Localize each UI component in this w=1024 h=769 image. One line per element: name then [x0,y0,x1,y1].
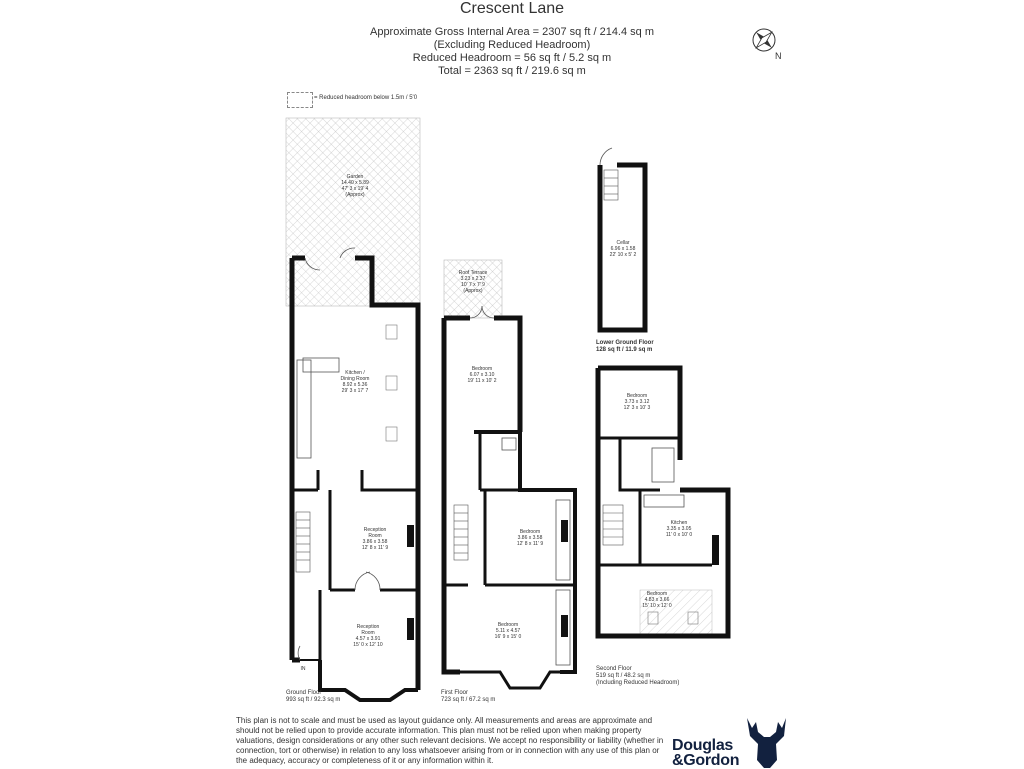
stag-head-icon [747,718,786,768]
room-imperial: 12' 3 x 10' 3 [623,405,651,411]
room-metric: 3.73 x 3.12 [624,399,650,405]
room-metric: 3.86 x 3.58 [517,535,543,541]
room-imperial: 11' 0 x 10' 0 [665,532,693,538]
room-name: Bedroom [519,529,541,535]
lower-ground-floor-plan [600,148,645,330]
room-imperial: 29' 3 x 17' 7 [341,388,369,394]
room-name-line2: Room [368,533,382,539]
room-metric: 8.92 x 5.36 [342,382,368,388]
room-imperial: 15' 10 x 12' 0 [642,603,672,609]
area-excluding-note: (Excluding Reduced Headroom) [433,39,591,51]
room-second-bedroom-2 [632,591,682,609]
room-imperial: 10' 7 x 7' 9 [461,282,485,288]
room-metric: 3.35 x 3.05 [666,526,692,532]
floor-area: 993 sq ft / 92.3 sq m [286,697,341,703]
floor-name: Ground Floor [286,690,322,696]
area-reduced-headroom: Reduced Headroom = 56 sq ft / 5.2 sq m [412,52,612,64]
room-bedroom-3 [483,622,533,640]
compass-north-label: N [775,51,782,61]
room-name: Roof Terrace [458,270,488,276]
floor-area: 128 sq ft / 11.9 sq m [596,347,653,353]
room-name-line2: Room [361,630,375,636]
room-name: Kitchen [670,520,688,526]
room-metric: 4.57 x 3.91 [355,636,381,642]
room-kitchen-dining [330,370,380,394]
room-name: Kitchen / [345,370,365,376]
room-metric: 3.23 x 2.37 [460,276,486,282]
floor-area: 519 sq ft / 48.2 sq m [596,673,651,679]
first-floor-caption [441,690,495,704]
legend-text: = Reduced headroom below 1.5m / 5'0 [314,95,418,101]
room-name: Bedroom [626,393,648,399]
room-note: (Approx) [345,192,365,198]
room-second-kitchen [654,520,704,538]
floor-name: Second Floor [596,666,632,672]
ground-floor-plan [286,118,420,700]
second-floor-caption [596,666,679,687]
floor-name: Lower Ground Floor [596,340,654,346]
room-name-line2: Dining Room [340,376,370,382]
room-metric: 3.86 x 3.58 [362,539,388,545]
room-name: Bedroom [497,622,519,628]
floor-name: First Floor [441,690,468,696]
area-total: Total = 2363 sq ft / 219.6 sq m [438,65,586,77]
room-imperial: 12' 8 x 11' 9 [361,545,389,551]
room-imperial: 22' 10 x 5' 2 [609,252,637,258]
room-name: Reception [363,527,387,533]
room-name: Bedroom [471,366,493,372]
room-second-bedroom-1 [612,393,662,411]
room-metric: 6.96 x 1.58 [610,246,636,252]
floor-note: (Including Reduced Headroom) [596,680,680,686]
room-metric: 6.07 x 3.10 [469,372,495,378]
brand-name [672,738,739,768]
room-garden [330,174,380,198]
room-metric: 5.11 x 4.57 [495,628,521,634]
room-imperial: 15' 0 x 12' 10 [353,642,383,648]
room-roof-terrace [448,270,498,294]
entrance-label: IN [300,666,306,672]
room-note: (Approx) [463,288,483,294]
brand-line2: &Gordon [672,752,740,769]
room-imperial: 16' 9 x 15' 0 [494,634,522,640]
brand-line1: Douglas [672,737,734,754]
area-gross: Approximate Gross Internal Area = 2307 sq ft / 214.4 sq m [369,26,654,38]
plan-title: Crescent Lane [459,0,565,17]
room-name: Garden [346,174,364,180]
ground-floor-caption [286,690,340,704]
room-imperial: 12' 8 x 11' 9 [516,541,544,547]
lower-ground-floor-caption [596,340,654,354]
room-name: Reception [356,624,380,630]
room-metric: 4.83 x 3.66 [644,597,670,603]
room-name: Bedroom [646,591,668,597]
room-imperial: 47' 3 x 19' 4 [341,186,369,192]
room-reception-1 [350,527,400,551]
floor-area: 723 sq ft / 67.2 sq m [441,697,496,703]
room-name: Cellar [616,240,630,246]
room-bedroom-1 [457,366,507,384]
room-metric: 14.40 x 5.89 [341,180,369,186]
room-cellar [598,240,648,258]
room-reception-2 [343,624,393,648]
room-imperial: 19' 11 x 10' 2 [467,378,497,384]
room-bedroom-2 [505,529,555,547]
disclaimer-text: This plan is not to scale and must be used as layout guidance only. All measurements and areas are approximate and should not be relied upon to provide accurate information. This plan must not be relied upon when making property valuations, design considerations or any other such relevant decisions. We accept no responsibility or liability (whether in connection, tort or otherwise) in relation to any loss whatsoever arising from or in connection with any use of this plan or the adequacy, accuracy or completeness of it or any information within it. [236,716,664,765]
